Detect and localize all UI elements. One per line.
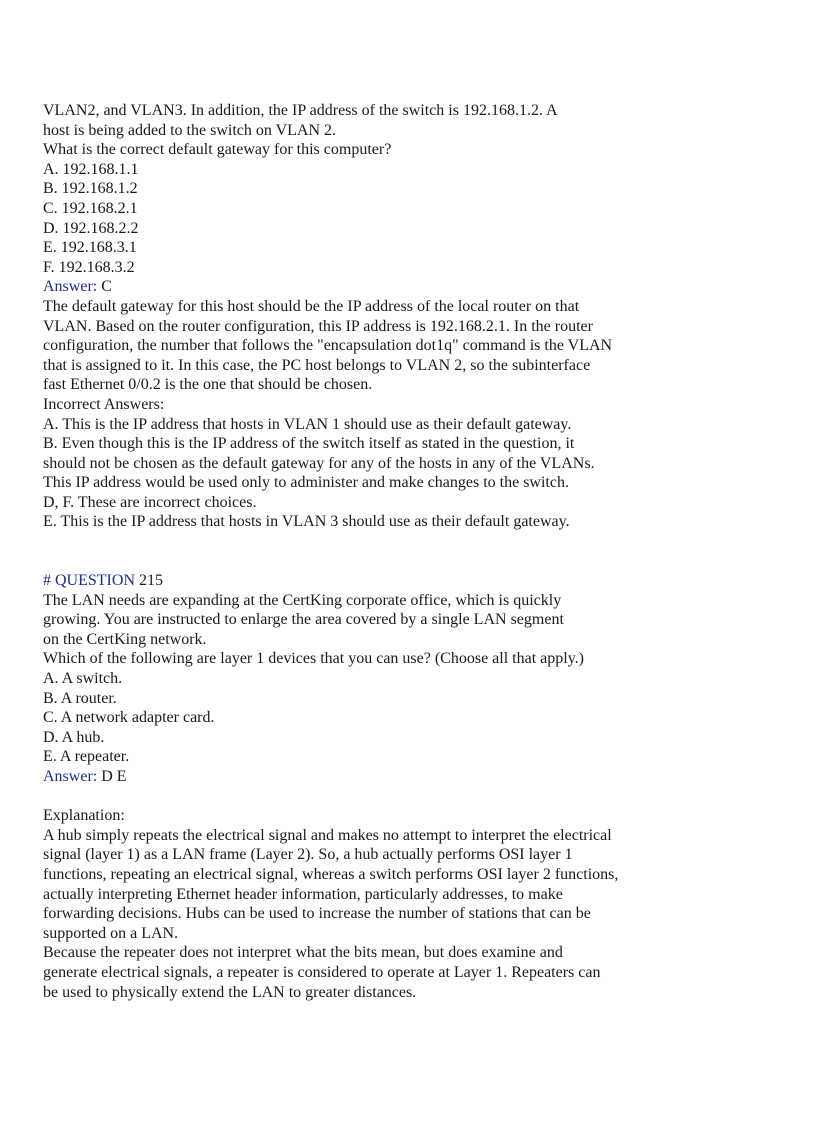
document-page [43, 101, 783, 1002]
question-text-line: The LAN needs are expanding at the CertKing corporate office, which is quickly [43, 591, 562, 609]
explanation-line: generate electrical signals, a repeater is considered to operate at Layer 1. Repeaters can [43, 963, 601, 981]
answer-option: A. 192.168.1.1 [43, 160, 139, 178]
answer-label: Answer: [43, 278, 98, 296]
explanation-line: functions, repeating an electrical signal, whereas a switch performs OSI layer 2 functions, [43, 865, 619, 883]
section-spacer [43, 532, 783, 571]
previous-question-block [43, 101, 783, 532]
question-text-line: VLAN2, and VLAN3. In addition, the IP address of the switch is 192.168.1.2. A [43, 102, 558, 119]
explanation-line: should not be chosen as the default gateway for any of the hosts in any of the VLANs. [43, 454, 595, 472]
explanation-line: A. This is the IP address that hosts in VLAN 1 should use as their default gateway. [43, 415, 572, 433]
explanation-line: Because the repeater does not interpret what the bits mean, but does examine and [43, 944, 563, 962]
explanation-line: be used to physically extend the LAN to greater distances. [43, 983, 417, 1001]
explanation-line: VLAN. Based on the router configuration, this IP address is 192.168.2.1. In the router [43, 317, 593, 335]
question-number: 215 [135, 572, 163, 590]
answer-option: E. A repeater. [43, 748, 130, 766]
answer-option: C. 192.168.2.1 [43, 199, 138, 217]
question-text-line: Which of the following are layer 1 devices that you can use? (Choose all that apply.) [43, 650, 584, 668]
question-text-line: on the CertKing network. [43, 630, 207, 648]
answer-line [43, 767, 783, 787]
explanation-heading: Explanation: [43, 807, 125, 825]
explanation-line: A hub simply repeats the electrical signal and makes no attempt to interpret the electrical [43, 826, 612, 844]
answer-option: F. 192.168.3.2 [43, 258, 135, 276]
answer-option: D. 192.168.2.2 [43, 219, 139, 237]
explanation-line: signal (layer 1) as a LAN frame (Layer 2). So, a hub actually performs OSI layer 1 [43, 846, 573, 864]
explanation-line: actually interpreting Ethernet header information, particularly addresses, to make [43, 885, 563, 903]
explanation-line: forwarding decisions. Hubs can be used to increase the number of stations that can be [43, 905, 591, 923]
section-spacer [43, 787, 783, 807]
question-215-block [43, 571, 783, 1002]
explanation-line: fast Ethernet 0/0.2 is the one that should be chosen. [43, 376, 373, 394]
answer-option: D. A hub. [43, 728, 105, 746]
answer-option: B. 192.168.1.2 [43, 180, 138, 198]
question-heading [43, 571, 783, 591]
question-text-line: growing. You are instructed to enlarge the area covered by a single LAN segment [43, 611, 564, 629]
question-text-line: What is the correct default gateway for this computer? [43, 141, 392, 159]
answer-option: A. A switch. [43, 670, 123, 688]
answer-option: B. A router. [43, 689, 117, 707]
explanation-line: supported on a LAN. [43, 924, 179, 942]
explanation-line: This IP address would be used only to administer and make changes to the switch. [43, 474, 569, 492]
question-text-line: host is being added to the switch on VLAN 2. [43, 121, 337, 139]
answer-value: C [97, 278, 112, 296]
answer-line [43, 277, 783, 297]
explanation-line: E. This is the IP address that hosts in VLAN 3 should use as their default gateway. [43, 513, 570, 531]
answer-option: C. A network adapter card. [43, 709, 215, 727]
explanation-line: Incorrect Answers: [43, 395, 165, 413]
explanation-line: configuration, the number that follows the "encapsulation dot1q" command is the VLAN [43, 337, 613, 355]
answer-value: D E [97, 768, 127, 785]
explanation-line: that is assigned to it. In this case, the PC host belongs to VLAN 2, so the subinterface [43, 356, 591, 374]
explanation-line: D, F. These are incorrect choices. [43, 493, 257, 511]
question-heading-label: # QUESTION [43, 572, 135, 590]
explanation-line: B. Even though this is the IP address of the switch itself as stated in the question, it [43, 435, 575, 453]
explanation-line: The default gateway for this host should be the IP address of the local router on that [43, 297, 580, 315]
answer-option: E. 192.168.3.1 [43, 239, 137, 257]
answer-label: Answer: [43, 768, 98, 785]
